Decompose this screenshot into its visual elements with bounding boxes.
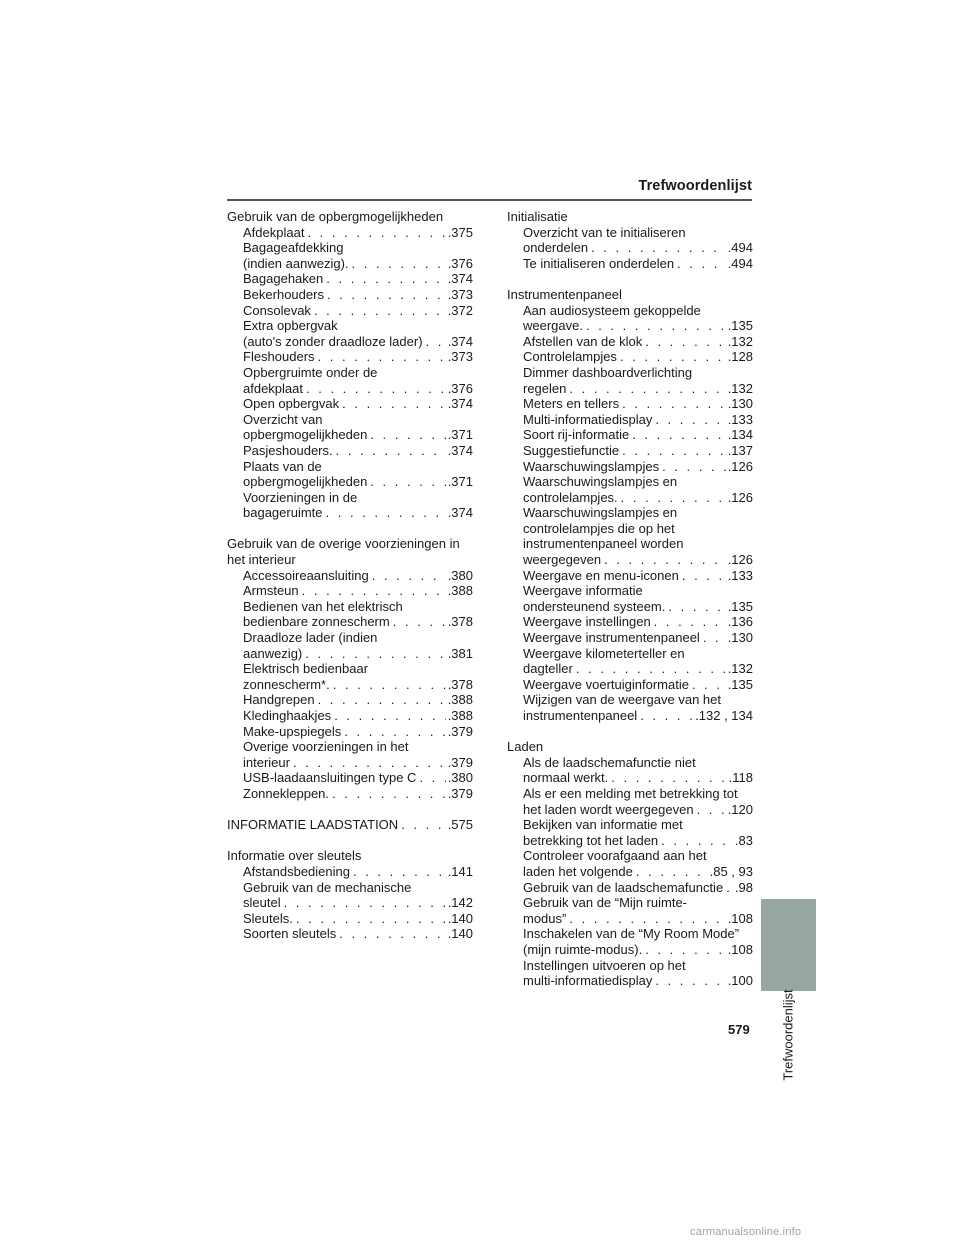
page-reference: .140 (447, 910, 473, 926)
dot-leader (318, 349, 446, 365)
index-subentry (243, 459, 473, 490)
index-subentry-label: (auto's zonder draadloze lader) (243, 333, 423, 349)
index-entry-group (227, 817, 473, 833)
index-subentry-label: Consolevak (243, 302, 311, 318)
page-reference: .374 (447, 333, 473, 349)
dot-leader (401, 817, 446, 833)
index-entry-group (507, 287, 753, 724)
page-reference: .379 (447, 723, 473, 739)
dot-leader (591, 240, 726, 256)
index-subentry (243, 568, 473, 584)
index-subentry (523, 630, 753, 646)
index-entry-group (227, 209, 473, 521)
index-subentry (523, 459, 753, 475)
index-subentry-text-line: Waarschuwingslampjes en (523, 474, 678, 490)
index-subentry-label: Soorten sleutels (243, 926, 337, 942)
index-heading: Gebruik van de opbergmogelijkheden (227, 209, 444, 224)
index-subentry (243, 708, 473, 724)
index-subentry (243, 880, 473, 911)
index-subentry (523, 349, 753, 365)
index-subentry (523, 225, 753, 256)
dot-leader (620, 349, 726, 365)
page-reference: .126 (727, 458, 753, 474)
page-reference: .133 (727, 411, 753, 427)
index-subentry (523, 412, 753, 428)
dot-leader (682, 568, 726, 584)
section-tab-label-text: Trefwoordenlijst (780, 989, 796, 1081)
index-subentry (523, 365, 753, 396)
page-reference: .141 (447, 863, 473, 879)
dot-leader (327, 287, 446, 303)
index-subentry (243, 786, 473, 802)
dot-leader (372, 568, 446, 584)
index-subentry (243, 318, 473, 349)
index-subentry (523, 568, 753, 584)
index-subentry-text-line: Bekijken van informatie met (523, 817, 683, 833)
index-subentry-text-line: Weergave informatie (523, 583, 643, 599)
dot-leader (333, 677, 446, 693)
index-subentry (243, 396, 473, 412)
index-subentry (523, 427, 753, 443)
index-subentry-text-line: Draadloze lader (indien (243, 630, 378, 646)
index-subentry (523, 692, 753, 723)
dot-leader (569, 381, 725, 397)
index-subentry (243, 661, 473, 692)
dot-leader (655, 973, 725, 989)
dot-leader (654, 614, 726, 630)
index-subentry (523, 583, 753, 614)
index-subentry-label: opbergmogelijkheden (243, 474, 368, 490)
dot-leader (293, 755, 446, 771)
index-subentry-text-line: Als de laadschemafunctie niet (523, 754, 696, 770)
index-subentry-label: opbergmogelijkheden (243, 427, 368, 443)
index-subentry-label: Weergave en menu-iconen (523, 567, 679, 583)
page-reference: .108 (727, 910, 753, 926)
dot-leader (586, 318, 726, 334)
index-subentry-text-line: Extra opbergvak (243, 318, 338, 334)
dot-leader (622, 396, 726, 412)
index-subentry (523, 755, 753, 786)
page-reference: .575 (447, 817, 473, 833)
index-subentry-label: aanwezig) (243, 645, 303, 661)
index-subentry-label: Gebruik van de laadschemafunctie (523, 879, 724, 895)
page-reference: .128 (727, 349, 753, 365)
page-reference: .98 (734, 879, 753, 895)
page-reference: .130 (727, 630, 753, 646)
dot-leader (569, 911, 725, 927)
dot-leader (703, 630, 726, 646)
dot-leader (636, 864, 708, 880)
index-subentry (243, 490, 473, 521)
dot-leader (352, 256, 446, 272)
index-subentry (243, 412, 473, 443)
index-subentry-label: Accessoireaansluiting (243, 567, 369, 583)
dot-leader (342, 396, 446, 412)
index-subentry-text-line: Voorzieningen in de (243, 489, 358, 505)
dot-leader (692, 677, 726, 693)
index-subentry-text-line: Inschakelen van de “My Room Mode” (523, 926, 740, 942)
index-subentry-text-line: Controleer voorafgaand aan het (523, 848, 707, 864)
index-subentry (523, 443, 753, 459)
index-subentry-label: Zonnekleppen. (243, 785, 330, 801)
index-subentry-text-line: Overige voorzieningen in het (243, 739, 409, 755)
dot-leader (640, 708, 693, 724)
index-entry-group (507, 739, 753, 989)
dot-leader (604, 552, 726, 568)
index-subentry-label: betrekking tot het laden (523, 832, 659, 848)
index-subentry-label: Armsteun (243, 583, 299, 599)
index-subentry (523, 396, 753, 412)
index-entry-group (227, 848, 473, 942)
page-reference: .134 (727, 427, 753, 443)
index-subentry (243, 692, 473, 708)
dot-leader (305, 646, 445, 662)
page-reference: .132 (727, 380, 753, 396)
watermark: carmanualsonline.info (690, 1226, 802, 1238)
index-subentry-text-line: Wijzigen van de weergave van het (523, 692, 722, 708)
index-subentry-label: weergave. (523, 318, 583, 334)
index-subentry (243, 365, 473, 396)
dot-leader (645, 334, 725, 350)
index-subentry (523, 334, 753, 350)
dot-leader (326, 271, 445, 287)
page-reference: .381 (447, 645, 473, 661)
index-subentry-label: controlelampjes. (523, 489, 618, 505)
index-entry-group (227, 536, 473, 801)
dot-leader (645, 942, 726, 958)
index-subentry-label: Weergave instellingen (523, 614, 651, 630)
index-subentry-text-line: Aan audiosysteem gekoppelde (523, 302, 701, 318)
index-subentry-text-line: Bedienen van het elektrisch (243, 598, 403, 614)
index-subentry-text-line: Waarschuwingslampjes en (523, 505, 678, 521)
dot-leader (326, 505, 446, 521)
section-tab-label (760, 989, 816, 1081)
index-heading: Instrumentenpaneel (507, 286, 622, 302)
index-heading: Initialisatie (507, 209, 568, 224)
page-reference: .373 (447, 349, 473, 365)
index-subentry-label: (mijn ruimte-modus). (523, 941, 643, 957)
dot-leader (622, 443, 726, 459)
index-subentry-label: Weergave voertuiginformatie (523, 676, 689, 692)
index-subentry-text-line: Elektrisch bedienbaar (243, 661, 369, 677)
page-reference: .118 (728, 770, 753, 786)
dot-leader (296, 911, 446, 927)
index-subentry-label: USB-laadaansluitingen type C (243, 770, 417, 786)
index-subentry (243, 926, 473, 942)
index-heading: Informatie over sleutels (227, 848, 362, 864)
page-reference: .374 (447, 442, 473, 458)
index-subentry-label: (indien aanwezig). (243, 255, 349, 271)
page-reference: .374 (447, 505, 473, 521)
page-reference: .375 (447, 224, 473, 240)
index-subentry (243, 225, 473, 241)
index-subentry (243, 630, 473, 661)
index-subentry (243, 271, 473, 287)
index-subentry-label: onderdelen (523, 240, 589, 256)
page-reference: .379 (447, 754, 473, 770)
index-subentry-text-line: Als er een melding met betrekking tot (523, 785, 738, 801)
index-subentry (243, 443, 473, 459)
index-subentry-label: Pasjeshouders. (243, 442, 333, 458)
index-subentry-label: Controlelampjes (523, 349, 617, 365)
page-reference: .380 (447, 770, 473, 786)
index-subentry-label: bagageruimte (243, 505, 323, 521)
dot-leader (306, 381, 446, 397)
page-reference: .378 (447, 676, 473, 692)
dot-leader (370, 427, 445, 443)
page-reference: .135 (727, 318, 753, 334)
index-subentry-text-line: Overzicht van te initialiseren (523, 224, 686, 240)
index-subentry (523, 505, 753, 567)
page-reference: .133 (727, 567, 753, 583)
index-subentry (523, 474, 753, 505)
index-subentry-text-line: controlelampjes die op het (523, 520, 675, 536)
page-reference: .374 (447, 396, 473, 412)
index-subentry (523, 958, 753, 989)
index-subentry (523, 303, 753, 334)
page-reference: .379 (447, 785, 473, 801)
index-heading: Laden (507, 739, 544, 755)
index-subentry-label: modus” (523, 910, 567, 926)
dot-leader (611, 770, 726, 786)
page-reference: .85 , 93 (709, 863, 753, 879)
index-entry-group (507, 209, 753, 271)
index-subentry-label: Open opbergvak (243, 396, 340, 412)
index-subentry-label: Bagagehaken (243, 271, 324, 287)
page-reference: .130 (727, 396, 753, 412)
dot-leader (339, 926, 445, 942)
index-subentry-text-line: Overzicht van (243, 411, 323, 427)
page-header-title: Trefwoordenlijst (638, 178, 752, 194)
index-subentry-text-line: Gebruik van de mechanische (243, 879, 412, 895)
index-heading: INFORMATIE LAADSTATION (227, 817, 399, 833)
page-reference: .132 (727, 661, 753, 677)
index-subentry-label: regelen (523, 380, 567, 396)
index-heading-line (227, 817, 473, 833)
dot-leader (344, 724, 445, 740)
dot-leader (393, 614, 446, 630)
page-reference: .388 (447, 708, 473, 723)
page-reference: .140 (447, 926, 473, 942)
index-subentry-text-line: Opbergruimte onder de (243, 364, 378, 380)
index-subentry-label: zonnescherm*. (243, 676, 330, 692)
page-reference: .132 (727, 333, 753, 349)
index-subentry-label: normaal werkt. (523, 770, 609, 786)
page-reference: .136 (727, 614, 753, 630)
dot-leader (632, 427, 725, 443)
index-column-right (507, 209, 753, 1004)
index-subentry-label: ondersteunend systeem. (523, 598, 666, 614)
index-subentry (523, 614, 753, 630)
index-subentry-label: interieur (243, 754, 290, 770)
index-subentry (243, 349, 473, 365)
index-subentry (243, 240, 473, 271)
page-reference: .120 (727, 801, 753, 817)
index-subentry-label: weergegeven (523, 552, 602, 568)
dot-leader (661, 833, 733, 849)
index-subentry-text-line: Plaats van de (243, 458, 322, 474)
index-subentry (243, 599, 473, 630)
index-subentry-label: laden het volgende (523, 863, 633, 879)
index-subentry-label: dagteller (523, 661, 573, 677)
page-reference: .373 (447, 286, 473, 302)
index-subentry (243, 864, 473, 880)
index-subentry (243, 303, 473, 319)
page-reference: .132 , 134 (695, 708, 753, 723)
index-subentry-label: Soort rij-informatie (523, 427, 630, 443)
index-subentry (523, 786, 753, 817)
index-subentry (523, 895, 753, 926)
dot-leader (668, 599, 725, 615)
page-reference: .142 (447, 895, 473, 911)
dot-leader (419, 770, 445, 786)
index-subentry-label: Multi-informatiedisplay (523, 411, 653, 427)
dot-leader (318, 692, 446, 708)
index-subentry (523, 677, 753, 693)
index-subentry (523, 926, 753, 957)
page-reference: .371 (447, 474, 473, 490)
index-subentry-label: Te initialiseren onderdelen (523, 255, 675, 271)
header-divider (227, 199, 752, 201)
page-reference: .100 (727, 973, 753, 989)
index-column-left (227, 209, 473, 958)
index-subentry-text-line: instrumentenpaneel worden (523, 536, 684, 552)
dot-leader (697, 802, 726, 818)
page-reference: .380 (447, 567, 473, 583)
page-reference: .376 (447, 255, 473, 271)
index-subentry-label: instrumentenpaneel (523, 708, 638, 723)
dot-leader (307, 225, 445, 241)
page-reference: .108 (727, 941, 753, 957)
index-subentry-label: Afstandsbediening (243, 863, 350, 879)
page-number: 579 (728, 1022, 750, 1037)
page-reference: .376 (447, 380, 473, 396)
index-subentry-label: Bekerhouders (243, 286, 324, 302)
index-subentry-label: Kledinghaakjes (243, 708, 332, 723)
index-subentry (523, 880, 753, 896)
page-reference: .372 (447, 302, 473, 318)
index-subentry-text-line: Gebruik van de “Mijn ruimte- (523, 895, 687, 911)
dot-leader (370, 474, 445, 490)
page-reference: .135 (727, 676, 753, 692)
index-subentry-label: Weergave instrumentenpaneel (523, 630, 700, 646)
dot-leader (621, 490, 726, 506)
index-subentry-label: Meters en tellers (523, 396, 620, 412)
index-subentry-label: afdekplaat (243, 380, 303, 396)
dot-leader (336, 443, 446, 459)
page-reference: .374 (447, 271, 473, 287)
dot-leader (677, 256, 726, 272)
dot-leader (662, 459, 726, 475)
dot-leader (284, 895, 446, 911)
index-subentry-label: Make-upspiegels (243, 723, 342, 739)
index-subentry (243, 583, 473, 599)
dot-leader (426, 334, 446, 350)
index-subentry-label: Handgrepen (243, 692, 315, 708)
dot-leader (655, 412, 725, 428)
page-reference: .494 (727, 255, 753, 271)
page-reference: .494 (727, 240, 753, 256)
index-subentry-label: sleutel (243, 895, 281, 911)
page-reference: .371 (447, 427, 473, 443)
index-subentry-label: Suggestiefunctie (523, 442, 620, 458)
index-subentry-label: Waarschuwingslampjes (523, 458, 660, 474)
page-reference: .388 (447, 583, 473, 599)
dot-leader (576, 661, 726, 677)
page-reference: .137 (727, 442, 753, 458)
index-subentry-text-line: Weergave kilometerteller en (523, 645, 685, 661)
dot-leader (302, 583, 446, 599)
index-subentry-label: multi-informatiedisplay (523, 973, 653, 989)
page-reference: .388 (447, 692, 473, 708)
index-subentry (523, 848, 753, 879)
page-reference: .135 (727, 598, 753, 614)
index-subentry-label: Afstellen van de klok (523, 333, 643, 349)
dot-leader (334, 708, 446, 724)
index-subentry-label: het laden wordt weergegeven (523, 801, 694, 817)
dot-leader (314, 303, 446, 319)
index-subentry (243, 739, 473, 770)
index-subentry (523, 646, 753, 677)
index-subentry-label: Fleshouders (243, 349, 315, 365)
dot-leader (353, 864, 446, 880)
index-subentry-text-line: Instellingen uitvoeren op het (523, 957, 686, 973)
index-subentry-label: Afdekplaat (243, 224, 305, 240)
index-subentry (243, 911, 473, 927)
index-subentry (523, 817, 753, 848)
index-subentry-text-line: Dimmer dashboardverlichting (523, 364, 693, 380)
page-reference: .83 (734, 832, 753, 848)
index-subentry (243, 770, 473, 786)
index-subentry-label: Sleutels. (243, 910, 293, 926)
index-subentry-text-line: Bagageafdekking (243, 240, 344, 256)
page-reference: .126 (727, 489, 753, 505)
index-subentry (243, 724, 473, 740)
dot-leader (332, 786, 446, 802)
index-heading: Gebruik van de overige voorzieningen in het interieur (227, 536, 460, 568)
index-subentry-label: bedienbare zonnescherm (243, 614, 390, 630)
page-reference: .378 (447, 614, 473, 630)
section-tab-marker (761, 899, 816, 991)
page-reference: .126 (727, 552, 753, 568)
index-subentry (523, 256, 753, 272)
index-subentry (243, 287, 473, 303)
dot-leader (726, 880, 733, 896)
